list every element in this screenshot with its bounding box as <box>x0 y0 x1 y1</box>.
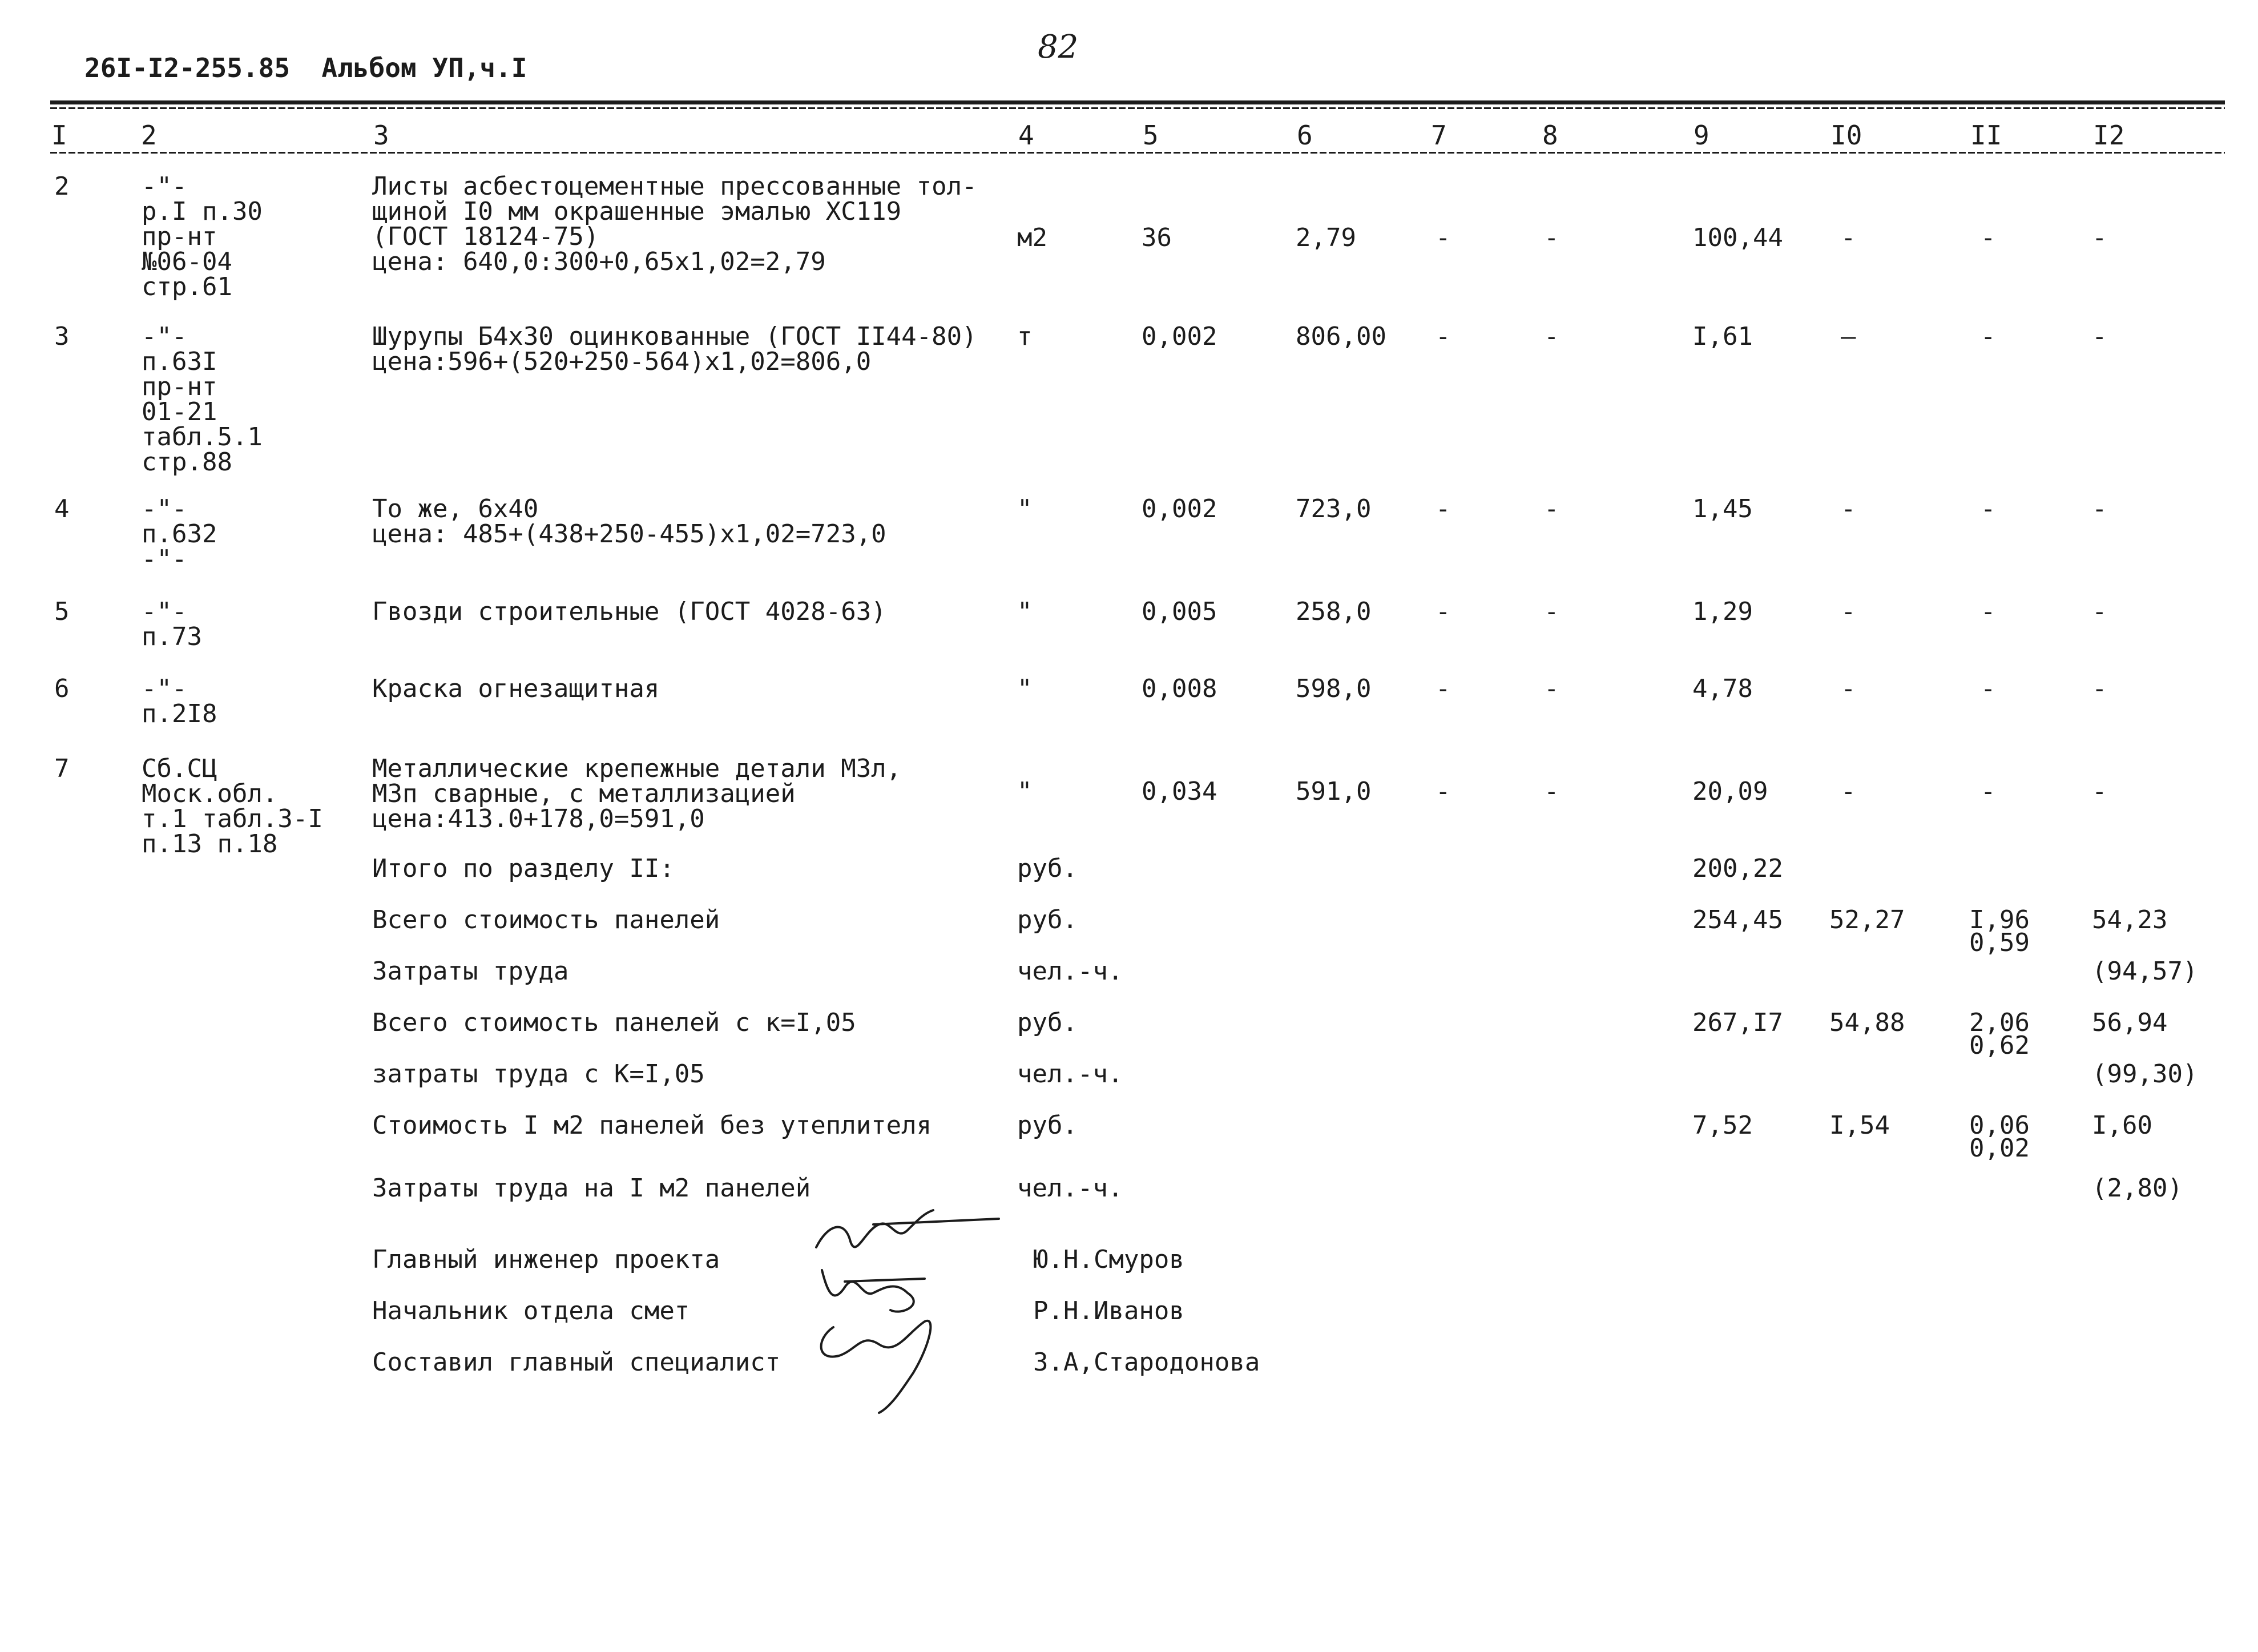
source-reference-line: п.63I <box>142 347 217 376</box>
item-description-line: (ГОСТ 18124-75) <box>372 222 599 251</box>
totals-col9: 200,22 <box>1692 854 1783 883</box>
source-reference-line: табл.5.1 <box>142 422 263 452</box>
totals-col12: (2,80) <box>2092 1174 2183 1203</box>
quantity-cell: 0,034 <box>1142 777 1217 806</box>
col10-cell: — <box>1841 322 1856 351</box>
handwritten-signature <box>811 1310 1016 1444</box>
totals-col11-bottom: 0,02 <box>1969 1134 2030 1163</box>
col12-cell: - <box>2092 494 2107 523</box>
col8-cell: - <box>1544 322 1559 351</box>
col10-cell: - <box>1841 223 1856 252</box>
unit-cell: " <box>1017 494 1033 523</box>
signature-role: Составил главный специалист <box>372 1348 781 1377</box>
col12-cell: - <box>2092 674 2107 703</box>
totals-col12: I,60 <box>2092 1111 2152 1140</box>
unit-cell: " <box>1017 777 1033 806</box>
totals-unit: чел.-ч. <box>1017 1059 1123 1089</box>
col7-cell: - <box>1436 597 1451 626</box>
column-number: 2 <box>141 120 157 151</box>
totals-unit: руб. <box>1017 905 1078 934</box>
col8-cell: - <box>1544 223 1559 252</box>
col12-cell: - <box>2092 597 2107 626</box>
signature-name: З.А,Стародонова <box>1033 1348 1260 1377</box>
totals-col12: (94,57) <box>2092 957 2198 986</box>
col12-cell: - <box>2092 223 2107 252</box>
row-number: 7 <box>54 754 70 783</box>
item-description-line: щиной I0 мм окрашенные эмалью ХС119 <box>372 197 902 226</box>
price-cell: 806,00 <box>1296 322 1386 351</box>
totals-col10: I,54 <box>1829 1111 1890 1140</box>
item-description-line: цена: 640,0:300+0,65х1,02=2,79 <box>372 247 826 276</box>
quantity-cell: 0,008 <box>1142 674 1217 703</box>
totals-label: Стоимость I м2 панелей без утеплителя <box>372 1111 932 1140</box>
totals-col11-bottom: 0,59 <box>1969 928 2030 957</box>
item-description-line: цена:413.0+178,0=591,0 <box>372 804 705 833</box>
item-description-line: Металлические крепежные детали МЗл, <box>372 754 902 783</box>
source-reference-line: -"- <box>142 322 187 351</box>
source-reference-line: пр-нт <box>142 372 217 401</box>
totals-col12: 56,94 <box>2092 1008 2168 1037</box>
totals-label: Затраты труда <box>372 957 569 986</box>
col11-cell: - <box>1981 322 1996 351</box>
quantity-cell: 0,002 <box>1142 494 1217 523</box>
source-reference-line: -"- <box>142 674 187 703</box>
quantity-cell: 36 <box>1142 223 1172 252</box>
row-number: 5 <box>54 597 70 626</box>
col11-cell: - <box>1981 777 1996 806</box>
top-rule <box>50 100 2225 104</box>
source-reference-line: №06-04 <box>142 247 232 276</box>
col8-cell: - <box>1544 597 1559 626</box>
item-description-line: цена: 485+(438+250-455)х1,02=723,0 <box>372 519 886 549</box>
col11-cell: - <box>1981 223 1996 252</box>
row-number: 3 <box>54 322 70 351</box>
source-reference-line: р.I п.30 <box>142 197 263 226</box>
totals-unit: чел.-ч. <box>1017 957 1123 986</box>
totals-unit: руб. <box>1017 1008 1078 1037</box>
source-reference-line: -"- <box>142 545 187 574</box>
top-rule-dashed <box>50 107 2225 109</box>
totals-col9: 267,I7 <box>1692 1008 1783 1037</box>
col10-cell: - <box>1841 597 1856 626</box>
source-reference-line: 01-21 <box>142 397 217 426</box>
source-reference-line: т.1 табл.3-I <box>142 804 323 833</box>
source-reference-line: стр.61 <box>142 272 232 301</box>
col10-cell: - <box>1841 777 1856 806</box>
column-header-rule <box>50 152 2225 154</box>
totals-unit: руб. <box>1017 1111 1078 1140</box>
totals-col10: 54,88 <box>1829 1008 1905 1037</box>
source-reference-line: Моск.обл. <box>142 779 278 808</box>
totals-col10: 52,27 <box>1829 905 1905 934</box>
quantity-cell: 0,005 <box>1142 597 1217 626</box>
totals-col11-top: 2,06 <box>1969 1008 2030 1037</box>
item-description-line: цена:596+(520+250-564)х1,02=806,0 <box>372 347 872 376</box>
totals-col12: (99,30) <box>2092 1059 2198 1089</box>
col7-cell: - <box>1436 223 1451 252</box>
signature-name: Ю.Н.Смуров <box>1033 1245 1184 1274</box>
totals-label: Всего стоимость панелей <box>372 905 720 934</box>
column-number: I2 <box>2093 120 2125 151</box>
unit-cell: т <box>1017 322 1033 351</box>
item-description-line: Гвозди строительные (ГОСТ 4028-63) <box>372 597 886 626</box>
column-number: 4 <box>1018 120 1034 151</box>
totals-label: Затраты труда на I м2 панелей <box>372 1174 811 1203</box>
totals-col9: 254,45 <box>1692 905 1783 934</box>
cost-cell: 1,29 <box>1692 597 1753 626</box>
totals-unit: чел.-ч. <box>1017 1174 1123 1203</box>
col11-cell: - <box>1981 674 1996 703</box>
document-code: 26I-I2-255.85 Альбом УП,ч.I <box>84 53 527 83</box>
column-number: 5 <box>1143 120 1159 151</box>
source-reference-line: п.73 <box>142 622 202 651</box>
row-number: 4 <box>54 494 70 523</box>
source-reference-line: пр-нт <box>142 222 217 251</box>
item-description-line: Краска огнезащитная <box>372 674 660 703</box>
col7-cell: - <box>1436 322 1451 351</box>
price-cell: 591,0 <box>1296 777 1372 806</box>
source-reference-line: Сб.СЦ <box>142 754 217 783</box>
price-cell: 258,0 <box>1296 597 1372 626</box>
column-number: 8 <box>1542 120 1558 151</box>
unit-cell: " <box>1017 674 1033 703</box>
totals-col11-bottom: 0,62 <box>1969 1031 2030 1060</box>
item-description-line: То же, 6х40 <box>372 494 539 523</box>
signature-name: Р.Н.Иванов <box>1033 1296 1184 1325</box>
column-number: 6 <box>1297 120 1313 151</box>
totals-label: Всего стоимость панелей с к=I,05 <box>372 1008 856 1037</box>
totals-unit: руб. <box>1017 854 1078 883</box>
col10-cell: - <box>1841 674 1856 703</box>
col7-cell: - <box>1436 674 1451 703</box>
cost-cell: 100,44 <box>1692 223 1783 252</box>
item-description-line: Листы асбестоцементные прессованные тол- <box>372 172 977 201</box>
totals-col11-top: 0,06 <box>1969 1111 2030 1140</box>
source-reference-line: п.13 п.18 <box>142 829 278 859</box>
price-cell: 723,0 <box>1296 494 1372 523</box>
unit-cell: м2 <box>1017 223 1047 252</box>
column-number: 3 <box>373 120 389 151</box>
source-reference-line: стр.88 <box>142 448 232 477</box>
item-description-line: Шурупы Б4х30 оцинкованные (ГОСТ II44-80) <box>372 322 977 351</box>
col12-cell: - <box>2092 322 2107 351</box>
col12-cell: - <box>2092 777 2107 806</box>
col10-cell: - <box>1841 494 1856 523</box>
cost-cell: 4,78 <box>1692 674 1753 703</box>
signature-role: Начальник отдела смет <box>372 1296 690 1325</box>
quantity-cell: 0,002 <box>1142 322 1217 351</box>
price-cell: 598,0 <box>1296 674 1372 703</box>
signature-role: Главный инженер проекта <box>372 1245 720 1274</box>
totals-label: Итого по разделу II: <box>372 854 675 883</box>
col8-cell: - <box>1544 674 1559 703</box>
column-number: I <box>51 120 67 151</box>
col7-cell: - <box>1436 494 1451 523</box>
col8-cell: - <box>1544 777 1559 806</box>
totals-col12: 54,23 <box>2092 905 2168 934</box>
row-number: 6 <box>54 674 70 703</box>
source-reference-line: -"- <box>142 494 187 523</box>
col8-cell: - <box>1544 494 1559 523</box>
column-number: I0 <box>1830 120 1862 151</box>
column-number: 9 <box>1694 120 1709 151</box>
col7-cell: - <box>1436 777 1451 806</box>
price-cell: 2,79 <box>1296 223 1356 252</box>
unit-cell: " <box>1017 597 1033 626</box>
column-number: II <box>1970 120 2002 151</box>
totals-col11-top: I,96 <box>1969 905 2030 934</box>
item-description-line: МЗп сварные, с металлизацией <box>372 779 796 808</box>
totals-col9: 7,52 <box>1692 1111 1753 1140</box>
source-reference-line: п.632 <box>142 519 217 549</box>
source-reference-line: -"- <box>142 597 187 626</box>
source-reference-line: -"- <box>142 172 187 201</box>
col11-cell: - <box>1981 597 1996 626</box>
col11-cell: - <box>1981 494 1996 523</box>
row-number: 2 <box>54 172 70 201</box>
totals-label: затраты труда с К=I,05 <box>372 1059 705 1089</box>
column-number: 7 <box>1431 120 1447 151</box>
cost-cell: I,61 <box>1692 322 1753 351</box>
page-number: 82 <box>1038 29 1079 66</box>
cost-cell: 1,45 <box>1692 494 1753 523</box>
source-reference-line: п.2I8 <box>142 699 217 728</box>
cost-cell: 20,09 <box>1692 777 1768 806</box>
